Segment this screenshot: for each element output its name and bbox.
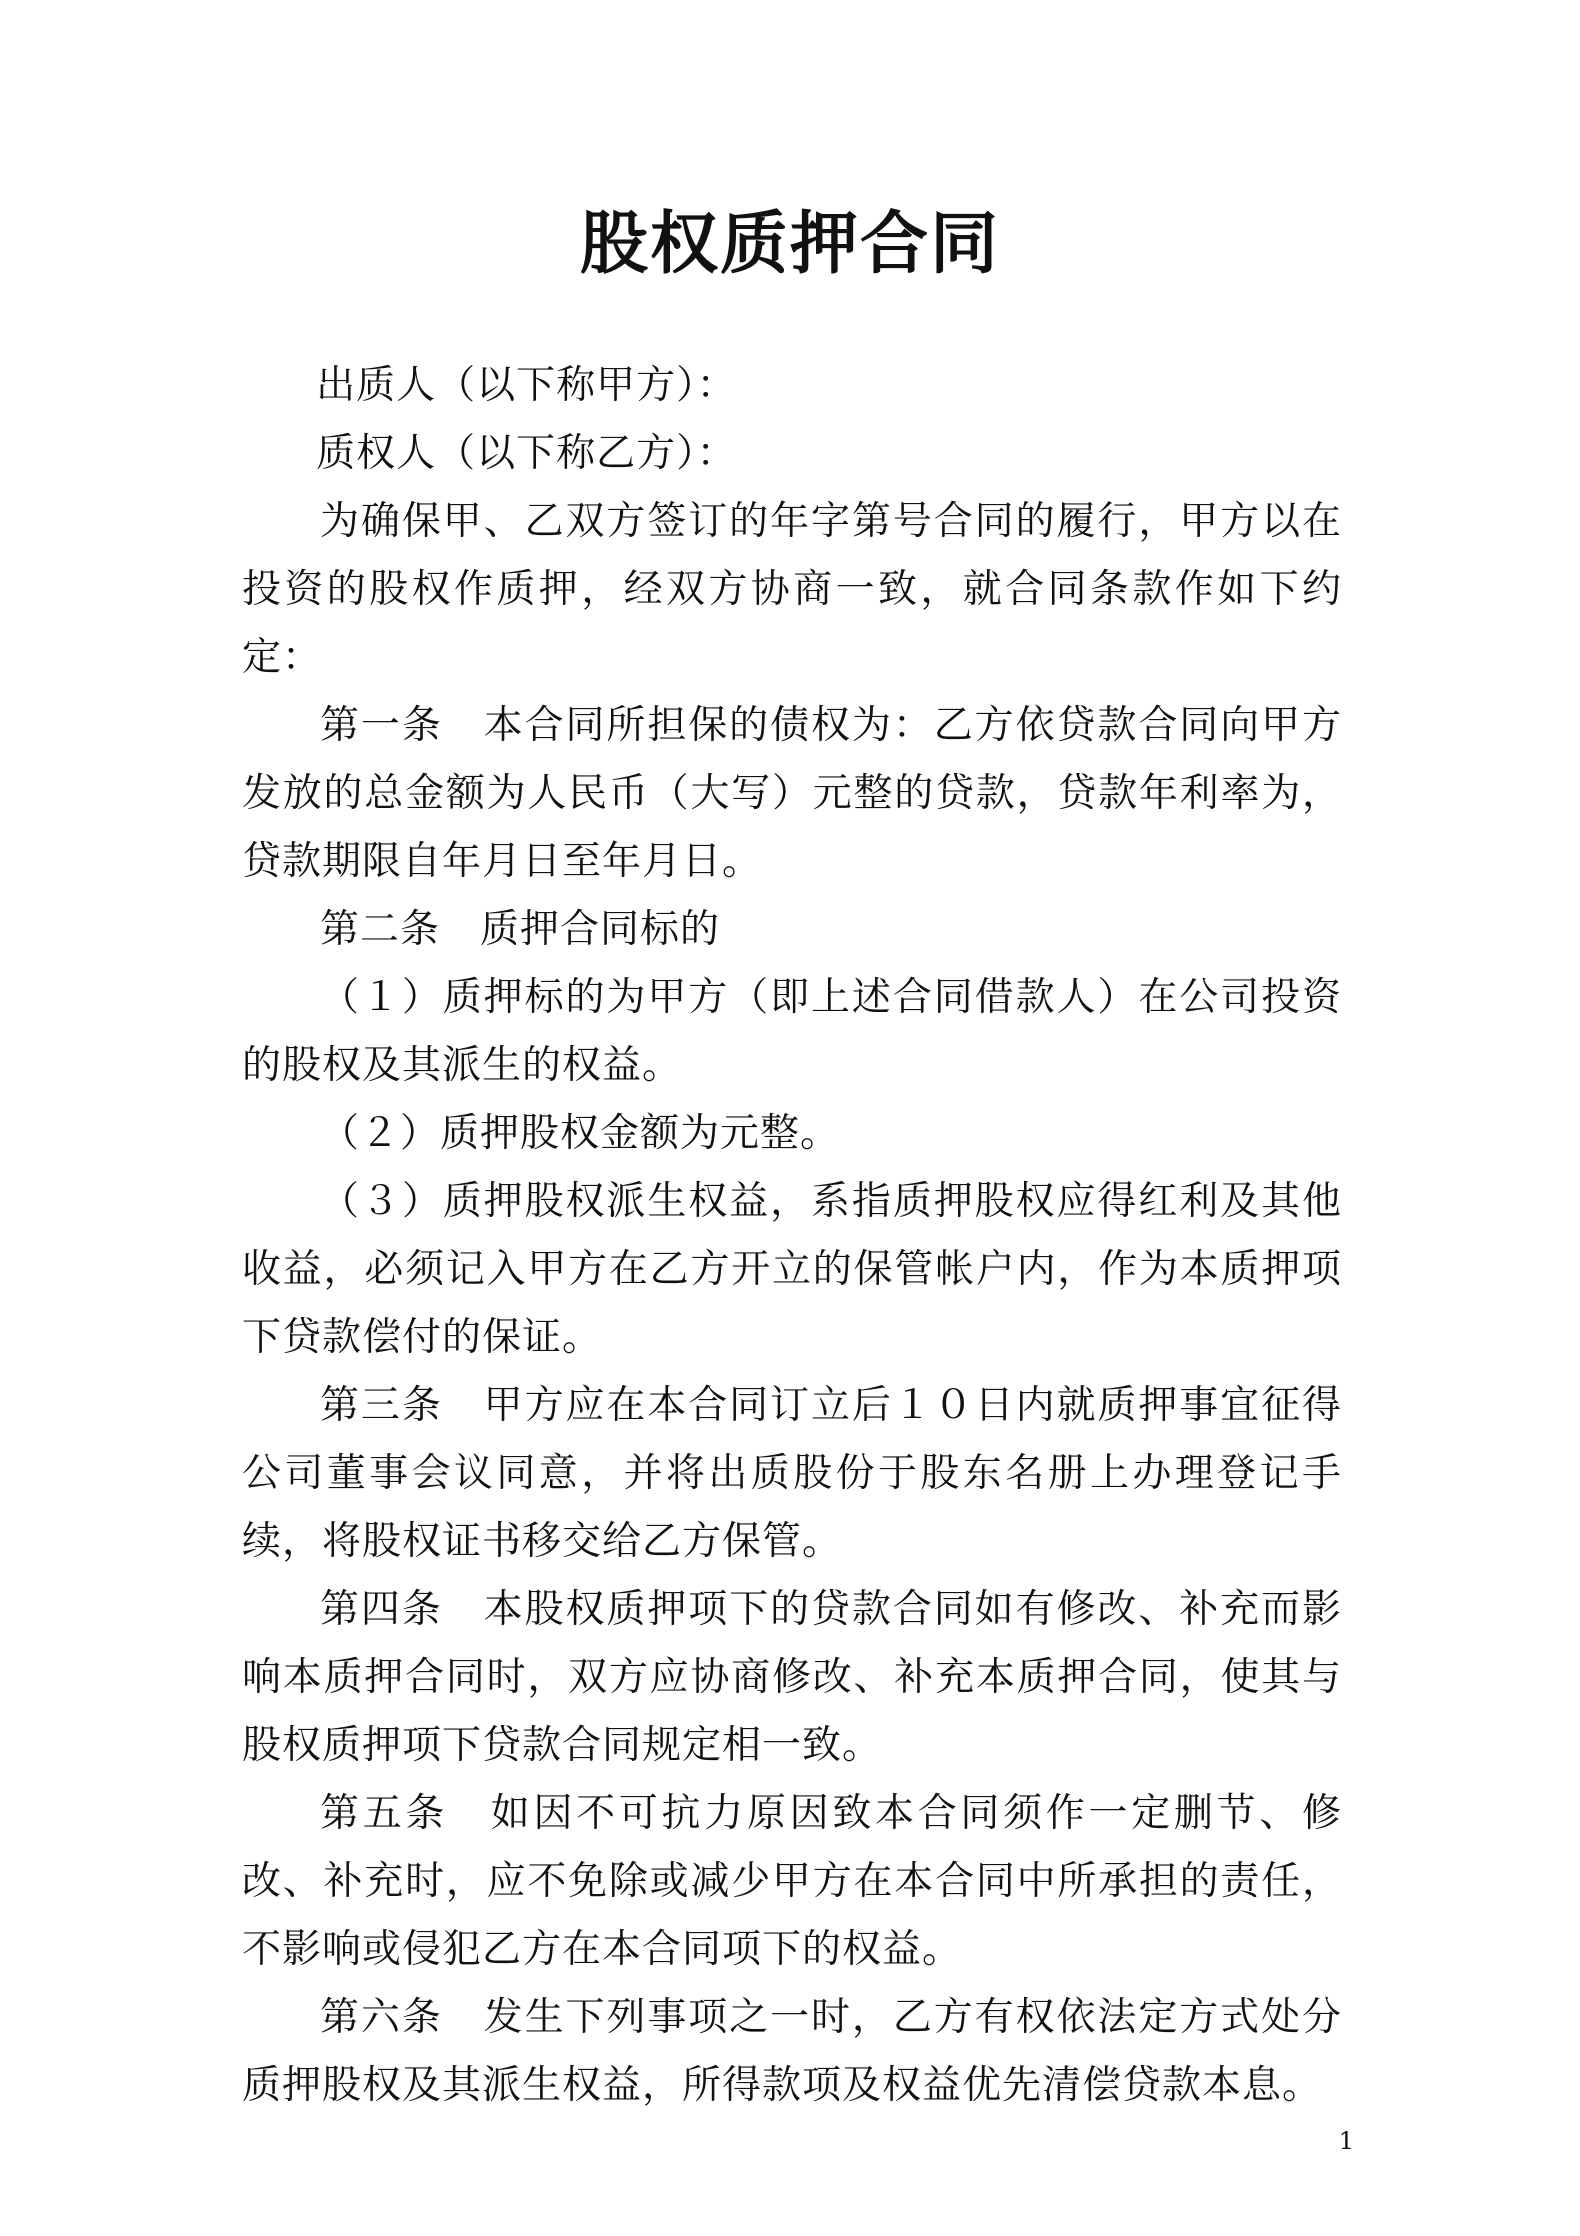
contract-body (242, 352, 1342, 2120)
article-five: 第五条 如因不可抗力原因致本合同须作一定删节、修改、补充时，应不免除或减少甲方在本合同中所承担的责任，不影响或侵犯乙方在本合同项下的权益。 (242, 1791, 1342, 1972)
pledgor-line: 出质人（以下称甲方）： (316, 363, 737, 408)
article-two-item-one: （１）质押标的为甲方（即上述合同借款人）在公司投资的股权及其派生的权益。 (242, 975, 1342, 1088)
preamble-paragraph: 为确保甲、乙双方签订的年字第号合同的履行，甲方以在投资的股权作质押，经双方协商一致，就合同条款作如下约定： (242, 499, 1342, 680)
article-three: 第三条 甲方应在本合同订立后１０日内就质押事宜征得公司董事会议同意，并将出质股份于股东名册上办理登记手续，将股权证书移交给乙方保管。 (242, 1383, 1342, 1564)
article-two-item-two: （２）质押股权金额为元整。 (320, 1111, 841, 1156)
article-four: 第四条 本股权质押项下的贷款合同如有修改、补充而影响本质押合同时，双方应协商修改、补充本质押合同，使其与股权质押项下贷款合同规定相一致。 (242, 1587, 1342, 1768)
article-two-item-three: （３）质押股权派生权益，系指质押股权应得红利及其他收益，必须记入甲方在乙方开立的保管帐户内，作为本质押项下贷款偿付的保证。 (242, 1179, 1342, 1360)
page-number: 1 (1338, 2127, 1354, 2155)
pledgee-line: 质权人（以下称乙方）： (316, 431, 737, 476)
article-six: 第六条 发生下列事项之一时，乙方有权依法定方式处分质押股权及其派生权益，所得款项及权益优先清偿贷款本息。 (242, 1995, 1342, 2108)
article-two-heading: 第二条 质押合同标的 (320, 907, 721, 952)
document-title: 股权质押合同 (579, 205, 1000, 284)
article-one: 第一条 本合同所担保的债权为：乙方依贷款合同向甲方发放的总金额为人民币（大写）元整的贷款，贷款年利率为，贷款期限自年月日至年月日。 (242, 703, 1342, 884)
